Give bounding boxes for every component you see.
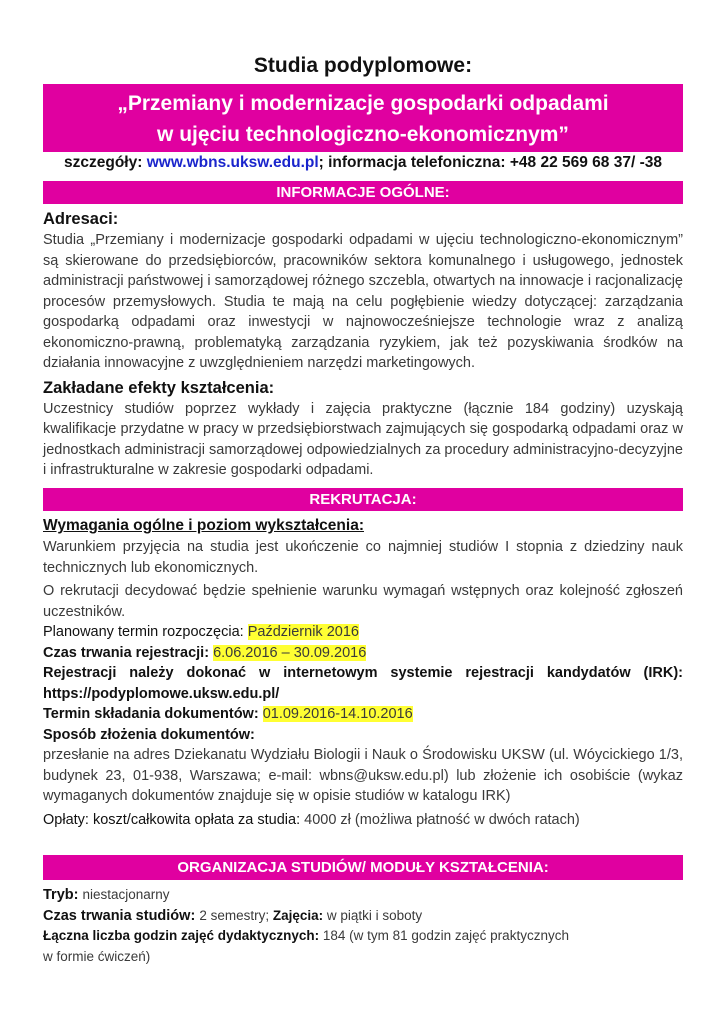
adresaci-heading: Adresaci: <box>43 210 119 228</box>
page-title: Studia podyplomowe: <box>253 54 473 77</box>
registration-period-line <box>43 643 683 664</box>
fees-label: Opłaty: koszt/całkowita opłata za studia: <box>43 811 305 828</box>
start-date-line <box>43 622 683 643</box>
documents-deadline-label: Termin składania dokumentów: <box>43 706 263 722</box>
website-link[interactable]: www.wbns.uksw.edu.pl <box>146 154 319 171</box>
mode-label: Tryb: <box>43 887 83 903</box>
adresaci-text: Studia „Przemiany i modernizacje gospodarki odpadami w ujęciu technologiczno-ekonomicznym” są skierowane do przedsiębiorców, pracowników sektora komunalnego i usługowego, jednostek administracji państwowej i samorządowej różnego szczebla, otwartych na innowacje i racjonalizację procesów przemysłowych. Studia te mają na celu pogłębienie wiedzy dotyczącej: zarządzania gospodarką odpadami oraz inwestycji w najnowocześniejsze technologie wraz z analizą ekonomiczno-prawną, problematyką zarządzania ryzykiem, jak też pozyskiwania środków na działania innowacyjne z uwzględnieniem narzędzi marketingowych. <box>43 232 683 371</box>
efekty-text: Uczestnicy studiów poprzez wykłady i zajęcia praktyczne (łącznie 184 godziny) uzyskają kwalifikacje przydatne w pracy w przedsiębiorstwach zajmujących się gospodarką odpadami oraz w jednostkach administracji samorządowej odpowiedzialnych za procedury administracyjno-decyzyjne i infrastrukturalne w zakresie gospodarki odpadami. <box>43 400 683 478</box>
contact-phone: ; informacja telefoniczna: +48 22 569 68 37/ -38 <box>318 154 662 171</box>
documents-deadline-line <box>43 704 683 725</box>
banner-line-2: w ujęciu technologiczno-ekonomicznym” <box>157 123 569 146</box>
rekrutacja-text: O rekrutacji decydować będzie spełnienie warunku wymagań wstępnych oraz kolejność zgłoszeń uczestników. <box>43 583 683 620</box>
section-header-general: INFORMACJE OGÓLNE: <box>43 181 683 204</box>
section-header-recruitment: REKRUTACJA: <box>43 488 683 511</box>
contact-prefix: szczegóły: <box>64 154 147 171</box>
classes-label: Zajęcia: <box>272 907 327 923</box>
hours-label: Łączna liczba godzin zajęć dydaktycznych: <box>43 928 323 943</box>
mode-value: niestacjonarny <box>82 887 170 902</box>
section-organization <box>43 885 683 967</box>
hours-value: 184 (w tym 81 godzin zajęć praktycznych <box>322 928 569 943</box>
sposob-heading: Sposób złożenia dokumentów: <box>43 726 255 743</box>
section-general <box>43 208 683 481</box>
classes-value: w piątki i soboty <box>326 907 423 923</box>
duration-label: Czas trwania studiów: <box>43 907 200 924</box>
section-header-organization: ORGANIZACJA STUDIÓW/ MODUŁY KSZTAŁCENIA: <box>43 855 683 880</box>
fees-value: 4000 zł (możliwa płatność w dwóch ratach) <box>304 811 580 828</box>
irk-text: Rejestracji należy dokonać w internetowym systemie rejestracji kandydatów (IRK): https://podyplomowe.uksw.edu.pl/ <box>43 665 683 702</box>
registration-period-label: Czas trwania rejestracji: <box>43 644 214 661</box>
contact-line <box>43 154 683 172</box>
hours-line <box>43 926 643 947</box>
fees-line <box>43 810 683 831</box>
start-date-value: Październik 2016 <box>247 624 359 640</box>
documents-deadline-value: 01.09.2016-14.10.2016 <box>262 706 413 722</box>
wymagania-text: Warunkiem przyjęcia na studia jest ukończenie co najmniej studiów I stopnia z dziedziny nauk technicznych lub ekonomicznych. <box>43 539 683 576</box>
efekty-heading: Zakładane efekty kształcenia: <box>43 378 275 397</box>
wymagania-heading: Wymagania ogólne i poziom wykształcenia: <box>43 517 364 534</box>
mode-line <box>43 885 683 906</box>
duration-line <box>43 906 683 927</box>
hours-line-2: w formie ćwiczeń) <box>43 948 151 964</box>
course-title-banner <box>43 84 683 152</box>
banner-line-1: „Przemiany i modernizacje gospodarki odpadami <box>117 92 609 115</box>
registration-period-value: 6.06.2016 – 30.09.2016 <box>213 644 367 661</box>
start-date-label: Planowany termin rozpoczęcia: <box>43 624 248 640</box>
section-recruitment <box>43 515 683 830</box>
duration-value: 2 semestry; <box>199 907 273 923</box>
sposob-text: przesłanie na adres Dziekanatu Wydziału Biologii i Nauk o Środowisku UKSW (ul. Wóycickiego 1/3, budynek 23, 01-938, Warszawa; e-mail: wbns@uksw.edu.pl) lub złożenie ich osobiście (wykaz wymaganych dokumentów znajduje się w opisie studiów w katalogu IRK) <box>43 747 683 804</box>
